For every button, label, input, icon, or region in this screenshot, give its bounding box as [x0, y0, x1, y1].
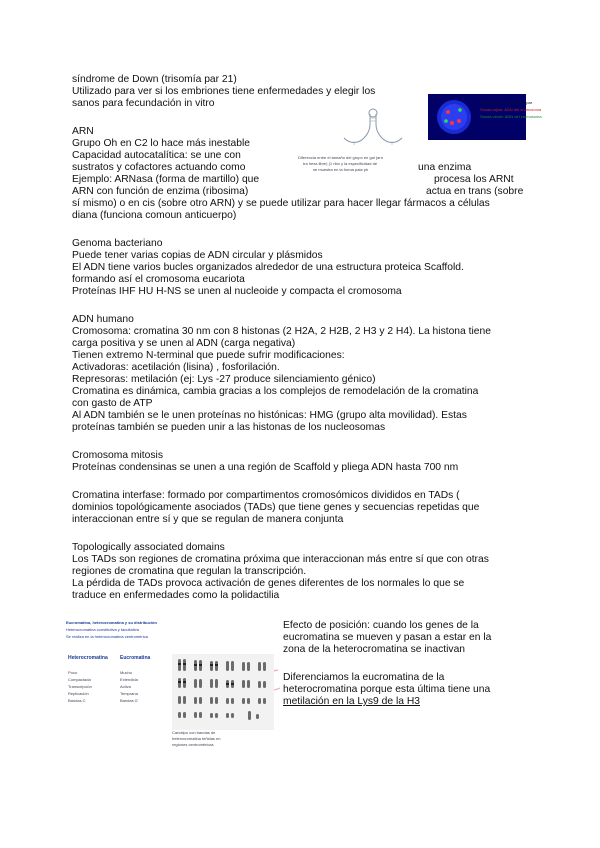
fish-legend-line: Detección de trisomía del par	[480, 100, 533, 105]
text-line: Cromatina es dinámica, cambia gracias a los complejos de remodelación de la cromatina	[72, 386, 479, 397]
fish-legend-line: Sonda rojiza: ADN del cromosoma	[480, 107, 542, 112]
text-line: Cromatina interfase: formado por compartimentos cromosómicos divididos en TADs (	[72, 490, 460, 501]
text-line: carga positiva y se unen al ADN (carga negativa)	[72, 338, 296, 349]
eu-row: Bandas G	[120, 698, 138, 703]
chromatin-header-line: Heterocromatina constitutiva y facultativa	[66, 627, 139, 632]
hetero-row: Replicación	[68, 691, 89, 696]
hetero-row: Compactada	[68, 677, 91, 682]
text-line: Ejemplo: ARNasa (forma de martillo) que	[72, 174, 260, 185]
text-line: Activadoras: acetilación (lisina) , fosforilación.	[72, 362, 280, 373]
side-text-line: eucromatina se mueven y pasan a estar en la	[283, 632, 492, 643]
text-line: Utilizado para ver si los embriones tiene enfermedades y elegir los	[72, 86, 376, 97]
chromatin-figure	[66, 616, 278, 750]
karyotype-caption-line: regiones centroméricas	[172, 742, 214, 747]
text-line: Proteínas IHF HU H-NS se unen al nucleoide y compacta el cromosoma	[72, 286, 402, 297]
text-line: dominios topológicamente asociados (TADs) que tiene genes y secuencias repetidas que	[72, 502, 480, 513]
side-text-line: Diferenciamos la eucromatina de la	[283, 672, 445, 683]
text-line: Puede tener varias copias de ADN circular y plásmidos	[72, 250, 323, 261]
hetero-row: Poco	[68, 670, 78, 675]
section-heading-genoma: Genoma bacteriano	[72, 238, 163, 249]
eu-row: Activa	[120, 684, 131, 689]
section-heading-tad: Topologically associated domains	[72, 542, 225, 553]
text-line: proteínas también se pueden unir a las histonas de los nucleosomas	[72, 422, 386, 433]
rna-caption-line: tra hexa libre) (1 ribo y la especificidad de	[303, 161, 378, 166]
text-line: síndrome de Down (trisomía par 21)	[72, 74, 237, 85]
text-line: Represoras: metilación (ej: Lys -27 produce silenciamiento génico)	[72, 374, 376, 385]
fish-legend-line: Sonda verde: ADN del cromosoma	[480, 114, 542, 119]
text-line: La pérdida de TADs provoca activación de genes diferentes de los normales lo que se	[72, 578, 465, 589]
text-line-right: una enzima	[418, 162, 472, 173]
eu-row: Temprana	[120, 691, 138, 696]
hetero-row: Transcripción	[68, 684, 92, 689]
chromatin-header-line: Se realiza en la heterocromatina centromérica	[66, 634, 148, 639]
text-line: ARN con función de enzima (ribosima)	[72, 186, 249, 197]
col-heterocromatina: Heterocromatina	[68, 655, 108, 661]
text-line: sanos para fecundación in vitro	[72, 98, 215, 109]
section-heading-adn: ADN humano	[72, 314, 134, 325]
eu-row: Mucho	[120, 670, 133, 675]
text-line: diana (funciona comoun anticuerpo)	[72, 210, 237, 221]
text-line-right: actua en trans (sobre	[426, 186, 524, 197]
side-text-line: Efecto de posición: cuando los genes de la	[283, 620, 479, 631]
text-line: Al ADN también se le unen proteínas no histónicas: HMG (grupo alta movilidad). Estas	[72, 410, 467, 421]
text-line: Proteínas condensinas se unen a una región de Scaffold y pliega ADN hasta 700 nm	[72, 462, 459, 473]
side-text-line: heterocromatina porque esta última tiene una	[283, 684, 491, 695]
karyotype-caption-line: Cariotipo con bandas de	[172, 730, 216, 735]
hetero-row: Bandas C	[68, 698, 86, 703]
text-line: con gasto de ATP	[72, 398, 153, 409]
text-line: Capacidad autocatalítica: se une con	[72, 150, 241, 161]
text-line: Grupo Oh en C2 lo hace más inestable	[72, 138, 251, 149]
rna-caption-line: Diferencia entre el tamaño del grupo en gal (arn	[298, 155, 383, 160]
rna-hammerhead-icon	[340, 108, 406, 152]
text-line: Tienen extremo N-terminal que puede sufrir modificaciones:	[72, 350, 345, 361]
text-line: El ADN tiene varios bucles organizados alrededor de una estructura proteica Scaffold.	[72, 262, 464, 273]
section-heading-arn: ARN	[72, 126, 94, 137]
text-line: formando así el cromosoma eucariota	[72, 274, 245, 285]
chromatin-header-line: Eucromatina, heterocromatina y su distribución	[66, 620, 157, 625]
text-line: Cromosoma: cromatina 30 nm con 8 histonas (2 H2A, 2 H2B, 2 H3 y 2 H4). La histona tiene	[72, 326, 491, 337]
text-line-right: procesa los ARNt	[434, 174, 514, 185]
karyotype-caption-line: heterocromatina teñidas en	[172, 736, 221, 741]
text-line: Los TADs son regiones de cromatina próxima que interaccionan más entre sí que con otras	[72, 554, 489, 565]
side-text-underlined: metilación en la Lys9 de la H3	[283, 696, 420, 707]
text-line: interaccionan entre sí y que se regulan de manera conjunta	[72, 514, 344, 525]
karyotype-image-icon	[172, 654, 274, 730]
text-line: sí mismo) o en cis (sobre otro ARN) y se puede utilizar para hacer llegar fármacos a células	[72, 198, 490, 209]
text-line: regiones de cromatina que regulan la transcripción.	[72, 566, 307, 577]
eu-row: Extendida	[120, 677, 138, 682]
rna-caption-line: se muestra en la forma pala ph	[313, 167, 369, 172]
text-line: traduce en enfermedades como la polidactilia	[72, 590, 280, 601]
section-heading-mitosis: Cromosoma mitosis	[72, 450, 163, 461]
text-line: sustratos y cofactores actuando como	[72, 162, 246, 173]
col-eucromatina: Eucromatina	[120, 655, 151, 661]
side-text-line: zona de la heterocromatina se inactivan	[283, 644, 466, 655]
